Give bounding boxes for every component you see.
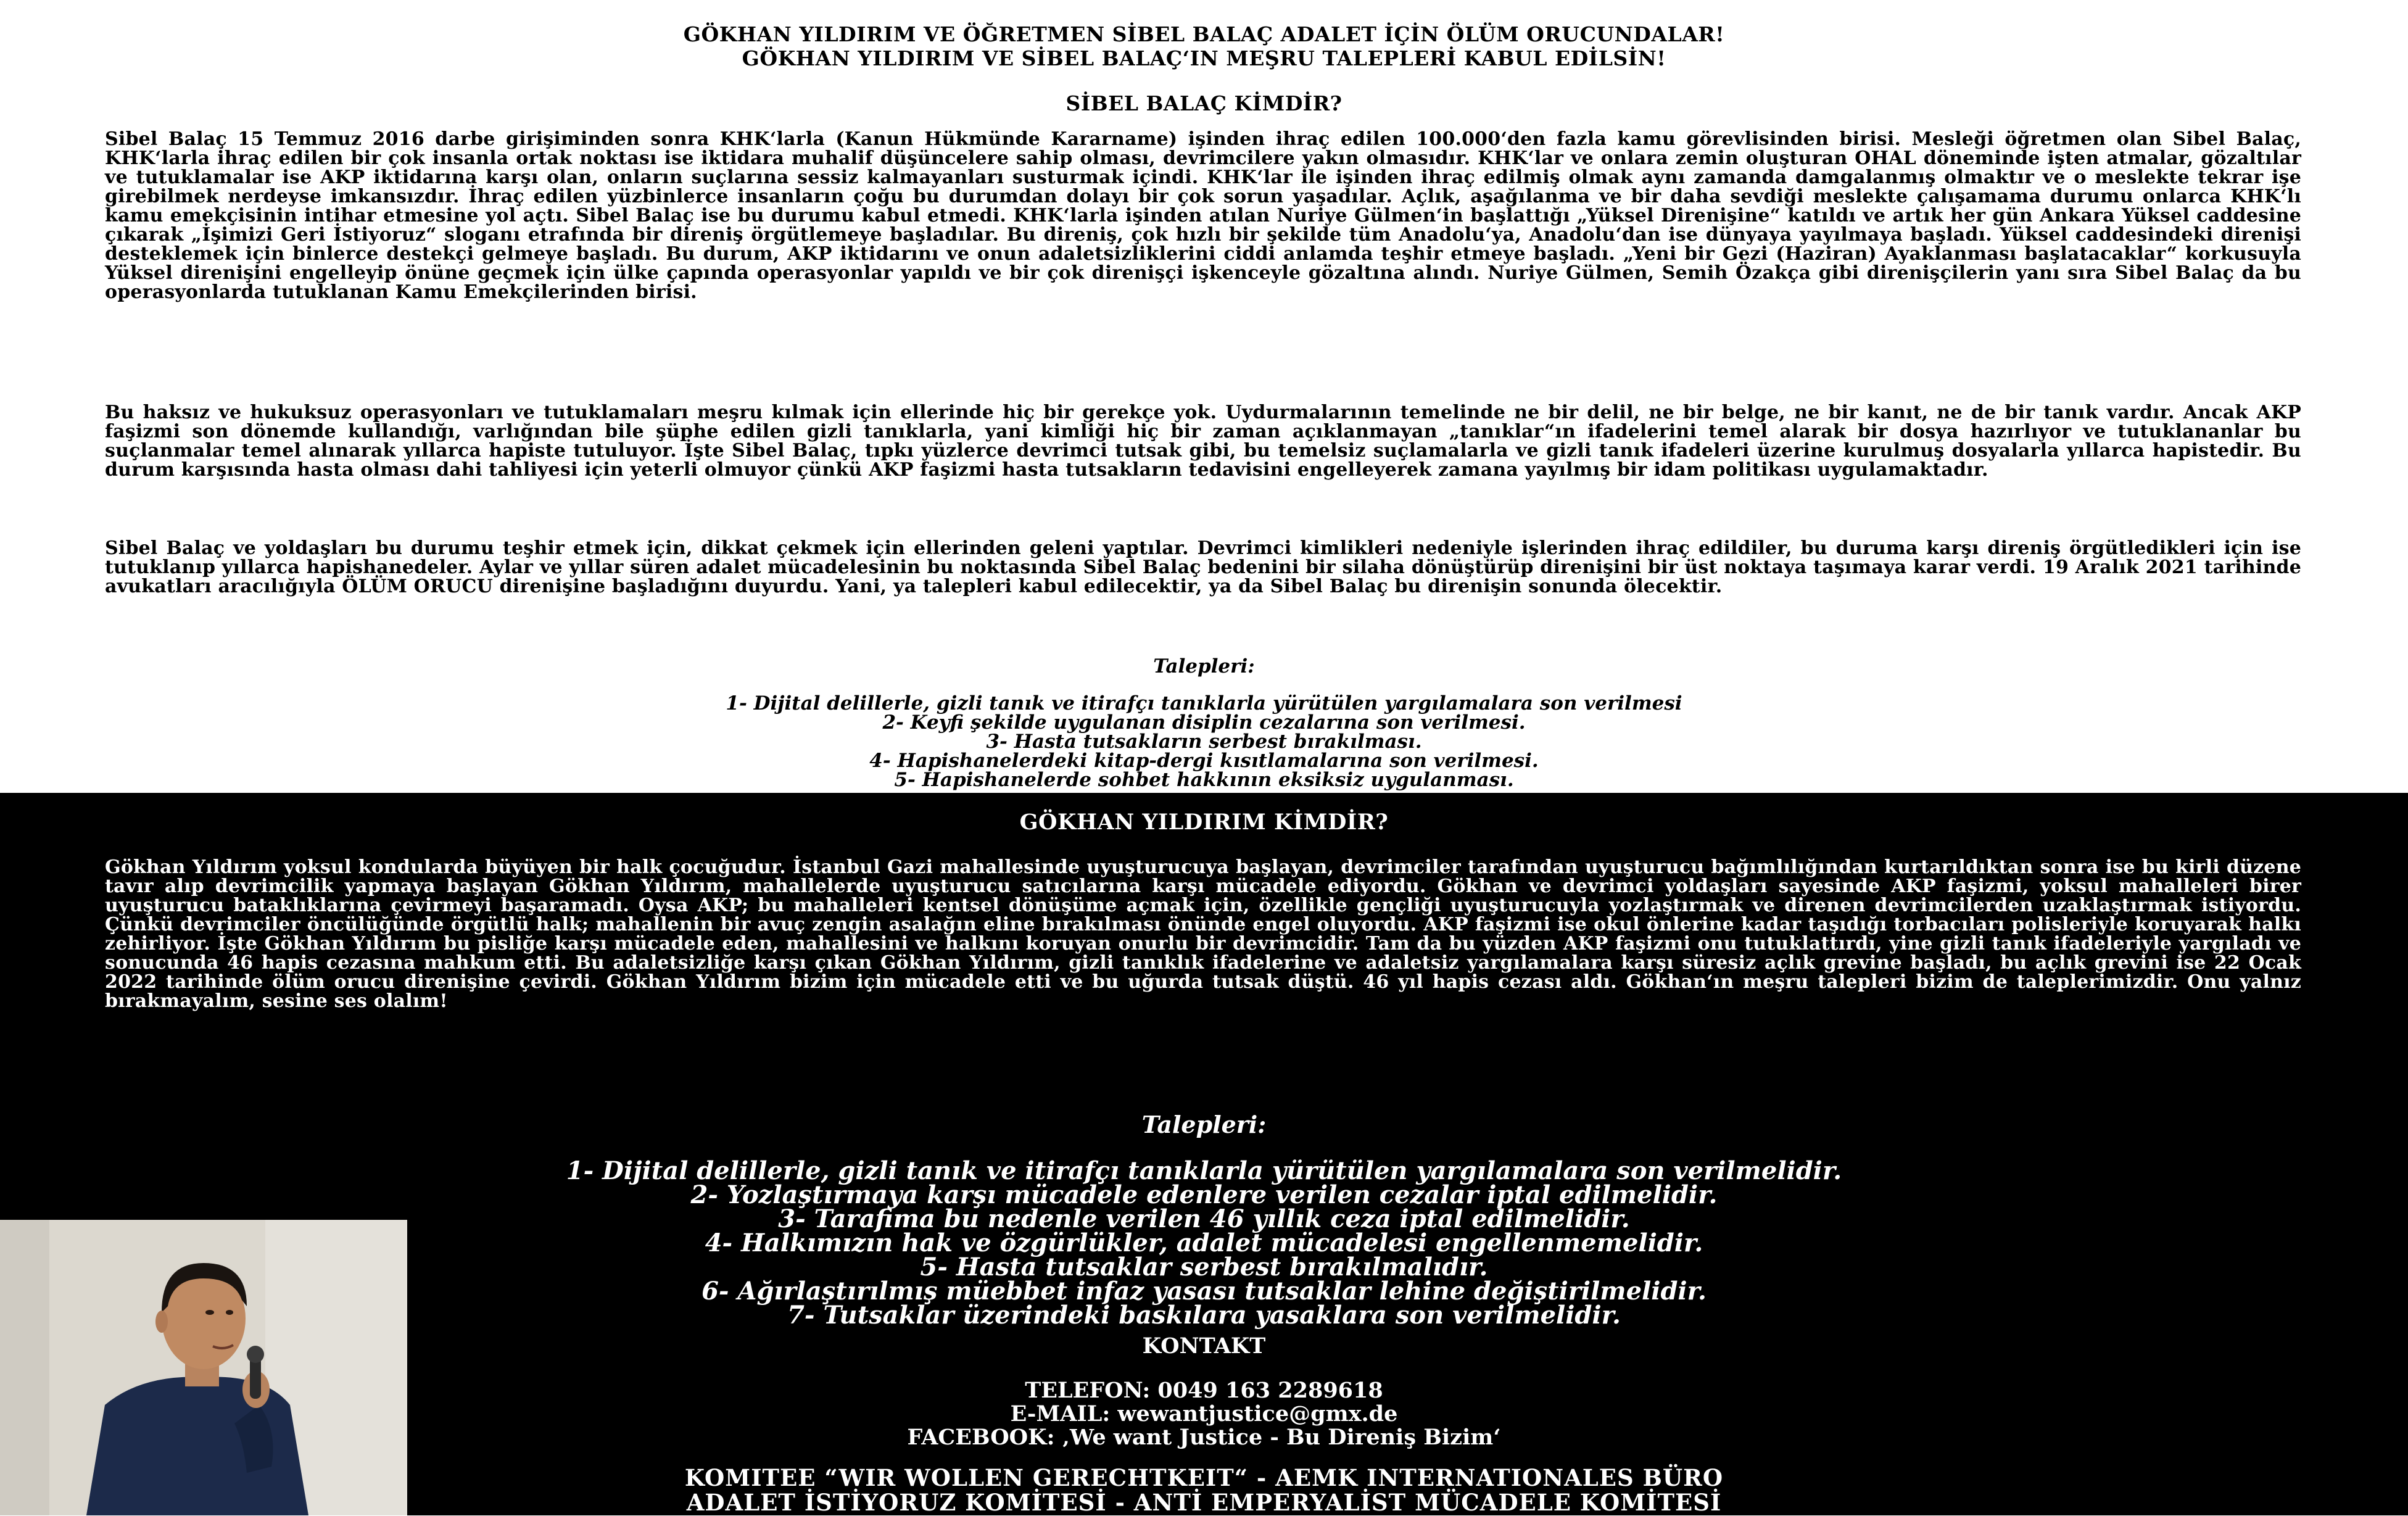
gokhan-paragraph: Gökhan Yıldırım yoksul kondularda büyüyen bir halk çocuğudur. İstanbul Gazi mahallesinde uyuşturucuya başlayan, devrimciler tarafından uyuşturucu bağımlılığından kurtarıldıktan sonra ise bu kirli düzene tavır alıp devrimcilik yapmaya başlayan Gökhan Yıldırım, mahallelerde uyuşturucu satıcılarına karşı mücadele ediyordu. Gökhan ve devrimci yoldaşları sayesinde AKP faşizmi, yoksul mahalleleri birer uyuşturucu bataklıklarına çevirmeyi başaramadı. Oysa AKP; bu mahalleleri kentsel dönüşüme açmak için, özellikle gençliği uyuşturucuyla yozlaştırmak ve direnen devrimcilerden uzaklaştırmak istiyordu. Çünkü devrimciler öncülüğünde örgütlü halk; mahallenin bir avuç zengin asalağın eline bırakılması önünde engel oluyordu. AKP faşizmi ise okul önlerine kadar taşıdığı torbacıları polisleriyle koruyarak halkı zehirliyor. İşte Gökhan Yıldırım bu pisliğe karşı mücadele eden, mahallesini ve halkını koruyan onurlu bir devrimcidir. Tam da bu yüzden AKP faşizmi onu tutuklattırdı, yine gizli tanık ifadeleriyle yargıladı ve sonucunda 46 hapis cezasına mahkum etti. Bu adaletsizliğe karşı çıkan Gökhan Yıldırım, gizli tanıklık ifadelerine ve adaletsiz yargılamalara karşı süresiz açlık grevine başladı, bu açlık grevini ise 22 Ocak 2022 tarihinde ölüm orucu direnişine çevirdi. Gökhan Yıldırım bizim için mücadele etti ve bu uğurda tutsak düştü. 46 yıl hapis cezası aldı. Gökhan‘ın meşru talepleri bizim de taleplerimizdir. Onu yalnız bırakmayalım, sesine ses olalım! [105,856,2301,1012]
list-item: 7- Tutsaklar üzerindeki baskılara yasaklara son verilmelidir. [787,1301,1621,1330]
footer-line-1: KOMITEE “WIR WOLLEN GERECHTKEIT“ - AEMK INTERNATIONALES BÜRO [684,1464,1724,1491]
gokhan-demands-label: Talepleri: [1141,1111,1267,1138]
sibel-paragraph-1: Sibel Balaç 15 Temmuz 2016 darbe girişiminden sonra KHK‘larla (Kanun Hükmünde Kararname) işinden ihraç edilen 100.000‘den fazla kamu görevlisinden birisi. Mesleği öğretmen olan Sibel Balaç, KHK‘larla ihraç edilen bir çok insanla ortak noktası ise iktidara muhalif düşüncelere sahip olması, devrimcilere yakın olmasıdır. KHK‘lar ve onlara zemin oluşturan OHAL döneminde işten atmalar, gözaltılar ve tutuklamalar ise AKP iktidarına karşı olan, onların suçlarına sessiz kalmayanları susturmak içindi. KHK‘lar ile işinden ihraç edilmiş olmak aynı zamanda damgalanmış olmaktır ve o meslekte tekrar işe girebilmek nerdeyse imkansızdır. İhraç edilen yüzbinlerce insanların çoğu bu durumdan dolayı bir çok sorun yaşadılar. Açlık, aşağılanma ve bir daha sevdiği meslekte çalışamama durumu onlarca KHK‘lı kamu emekçisinin intihar etmesine yol açtı. Sibel Balaç ise bu durumu kabul etmedi. KHK‘larla işinden atılan Nuriye Gülmen‘in başlattığı „Yüksel Direnişine“ katıldı ve artık her gün Ankara Yüksel caddesine çıkarak „İşimizi Geri İstiyoruz“ sloganı etrafında bir direniş örgütlemeye başladılar. Bu direniş, çok hızlı bir şekilde tüm Anadolu‘ya, Anadolu‘dan ise dünyaya yayılmaya başladı. Yüksel caddesindeki direnişi desteklemek için binlerce destekçi gelmeye başladı. Bu durum, AKP iktidarını ve onun adaletsizliklerini ciddi anlamda teşhir etmeye başladı. „Yeni bir Gezi (Haziran) Ayaklanması başlatacaklar“ korkusuyla Yüksel direnişini engelleyip önüne geçmek için ülke çapında operasyonlar yapıldı ve bir çok direnişçi işkenceyle gözaltına alındı. Nuriye Gülmen, Semih Özakça gibi direnişçilerin yanı sıra Sibel Balaç da bu operasyonlarda tutuklanan Kamu Emekçilerinden birisi. [105,128,2301,303]
sibel-demands-list [0,694,2408,790]
contact-facebook: FACEBOOK: ‚We want Justice - Bu Direniş Bizim‘ [907,1425,1501,1450]
sibel-title: SİBEL BALAÇ KİMDİR? [1065,91,1343,115]
sibel-paragraph-3: Sibel Balaç ve yoldaşları bu durumu teşhir etmek için, dikkat çekmek için ellerinden geleni yaptılar. Devrimci kimlikleri nedeniyle işlerinden ihraç edildiler, bu duruma karşı direniş örgütledikleri için ise tutuklanıp yıllarca hapishanedeler. Aylar ve yıllar süren adalet mücadelesinin bu noktasında Sibel Balaç bedenini bir silaha dönüştürüp direnişini bir üst noktaya taşımaya karar verdi. 19 Aralık 2021 tarihinde avukatları aracılığıyla ÖLÜM ORUCU direnişine başladığını duyurdu. Yani, ya talepleri kabul edilecektir, ya da Sibel Balaç bu direnişin sonunda ölecektir. [105,537,2301,597]
headline-line-2: GÖKHAN YILDIRIM VE SİBEL BALAÇ‘IN MEŞRU TALEPLERİ KABUL EDİLSİN! [742,46,1666,70]
list-item: 1- Dijital delillerle, gizli tanık ve itirafçı tanıklarla yürütülen yargılamalara son verilmelidir. [566,1156,1842,1185]
headline-line-1: GÖKHAN YILDIRIM VE ÖĞRETMEN SİBEL BALAÇ ADALET İÇİN ÖLÜM ORUCUNDALAR! [683,22,1725,46]
list-item: 3- Hasta tutsakların serbest bırakılması. [986,731,1422,753]
contact-heading: KONTAKT [1142,1333,1266,1359]
sibel-paragraph-2: Bu haksız ve hukuksuz operasyonları ve tutuklamaları meşru kılmak için ellerinde hiç bir gerekçe yok. Uydurmalarının temelinde ne bir delil, ne bir belge, ne bir kanıt, ne de bir tanık vardır. Ancak AKP faşizmi son dönemde kullandığı, varlığından bile şüphe edilen gizli tanıklarla, yani kimliği hiç bir zaman açıklanmayan „tanıklar“ın ifadelerini temel alarak bir dosya hazırlıyor ve tutuklananlar bu suçlanmalar temel alınarak yıllarca hapiste tutuluyor. İşte Sibel Balaç, tıpkı yüzlerce devrimci tutsak gibi, bu temelsiz suçlamalarla ve gizli tanık ifadeleri üzerine kurulmuş dosyalarla yıllarca hapistedir. Bu durum karşısında hasta olması dahi tahliyesi için yeterli olmuyor çünkü AKP faşizmi hasta tutsakların tedavisini engelleyerek zamana yayılmış bir idam politikası uygulamaktadır. [105,402,2301,481]
sibel-demands-label: Talepleri: [1153,655,1255,677]
list-item: 4- Halkımızın hak ve özgürlükler, adalet mücadelesi engellenmemelidir. [705,1228,1703,1257]
list-item: 4- Hapishanelerdeki kitap-dergi kısıtlamalarına son verilmesi. [869,750,1539,772]
contact-phone: TELEFON: 0049 163 2289618 [1025,1378,1383,1403]
list-item: 6- Ağırlaştırılmış müebbet infaz yasası tutsaklar lehine değiştirilmelidir. [701,1277,1707,1306]
contact-email: E-MAIL: wewantjustice@gmx.de [1010,1401,1398,1427]
list-item: 2- Yozlaştırmaya karşı mücadele edenlere verilen cezalar iptal edilmelidir. [690,1180,1718,1209]
list-item: 1- Dijital delillerle, gizli tanık ve itirafçı tanıklarla yürütülen yargılamalara son verilmesi [726,692,1682,715]
gokhan-title: GÖKHAN YILDIRIM KİMDİR? [1019,810,1389,835]
footer-line-2: ADALET İSTİYORUZ KOMİTESİ - ANTİ EMPERYALİST MÜCADELE KOMİTESİ [686,1489,1722,1516]
list-item: 5- Hapishanelerde sohbet hakkının eksiksiz uygulanması. [894,769,1514,791]
speaker-photo [0,1220,407,1515]
list-item: 2- Keyfi şekilde uygulanan disiplin cezalarına son verilmesi. [882,711,1526,734]
list-item: 5- Hasta tutsaklar serbest bırakılmalıdır. [920,1253,1488,1282]
list-item: 3- Tarafima bu nedenle verilen 46 yıllık ceza iptal edilmelidir. [778,1204,1630,1233]
